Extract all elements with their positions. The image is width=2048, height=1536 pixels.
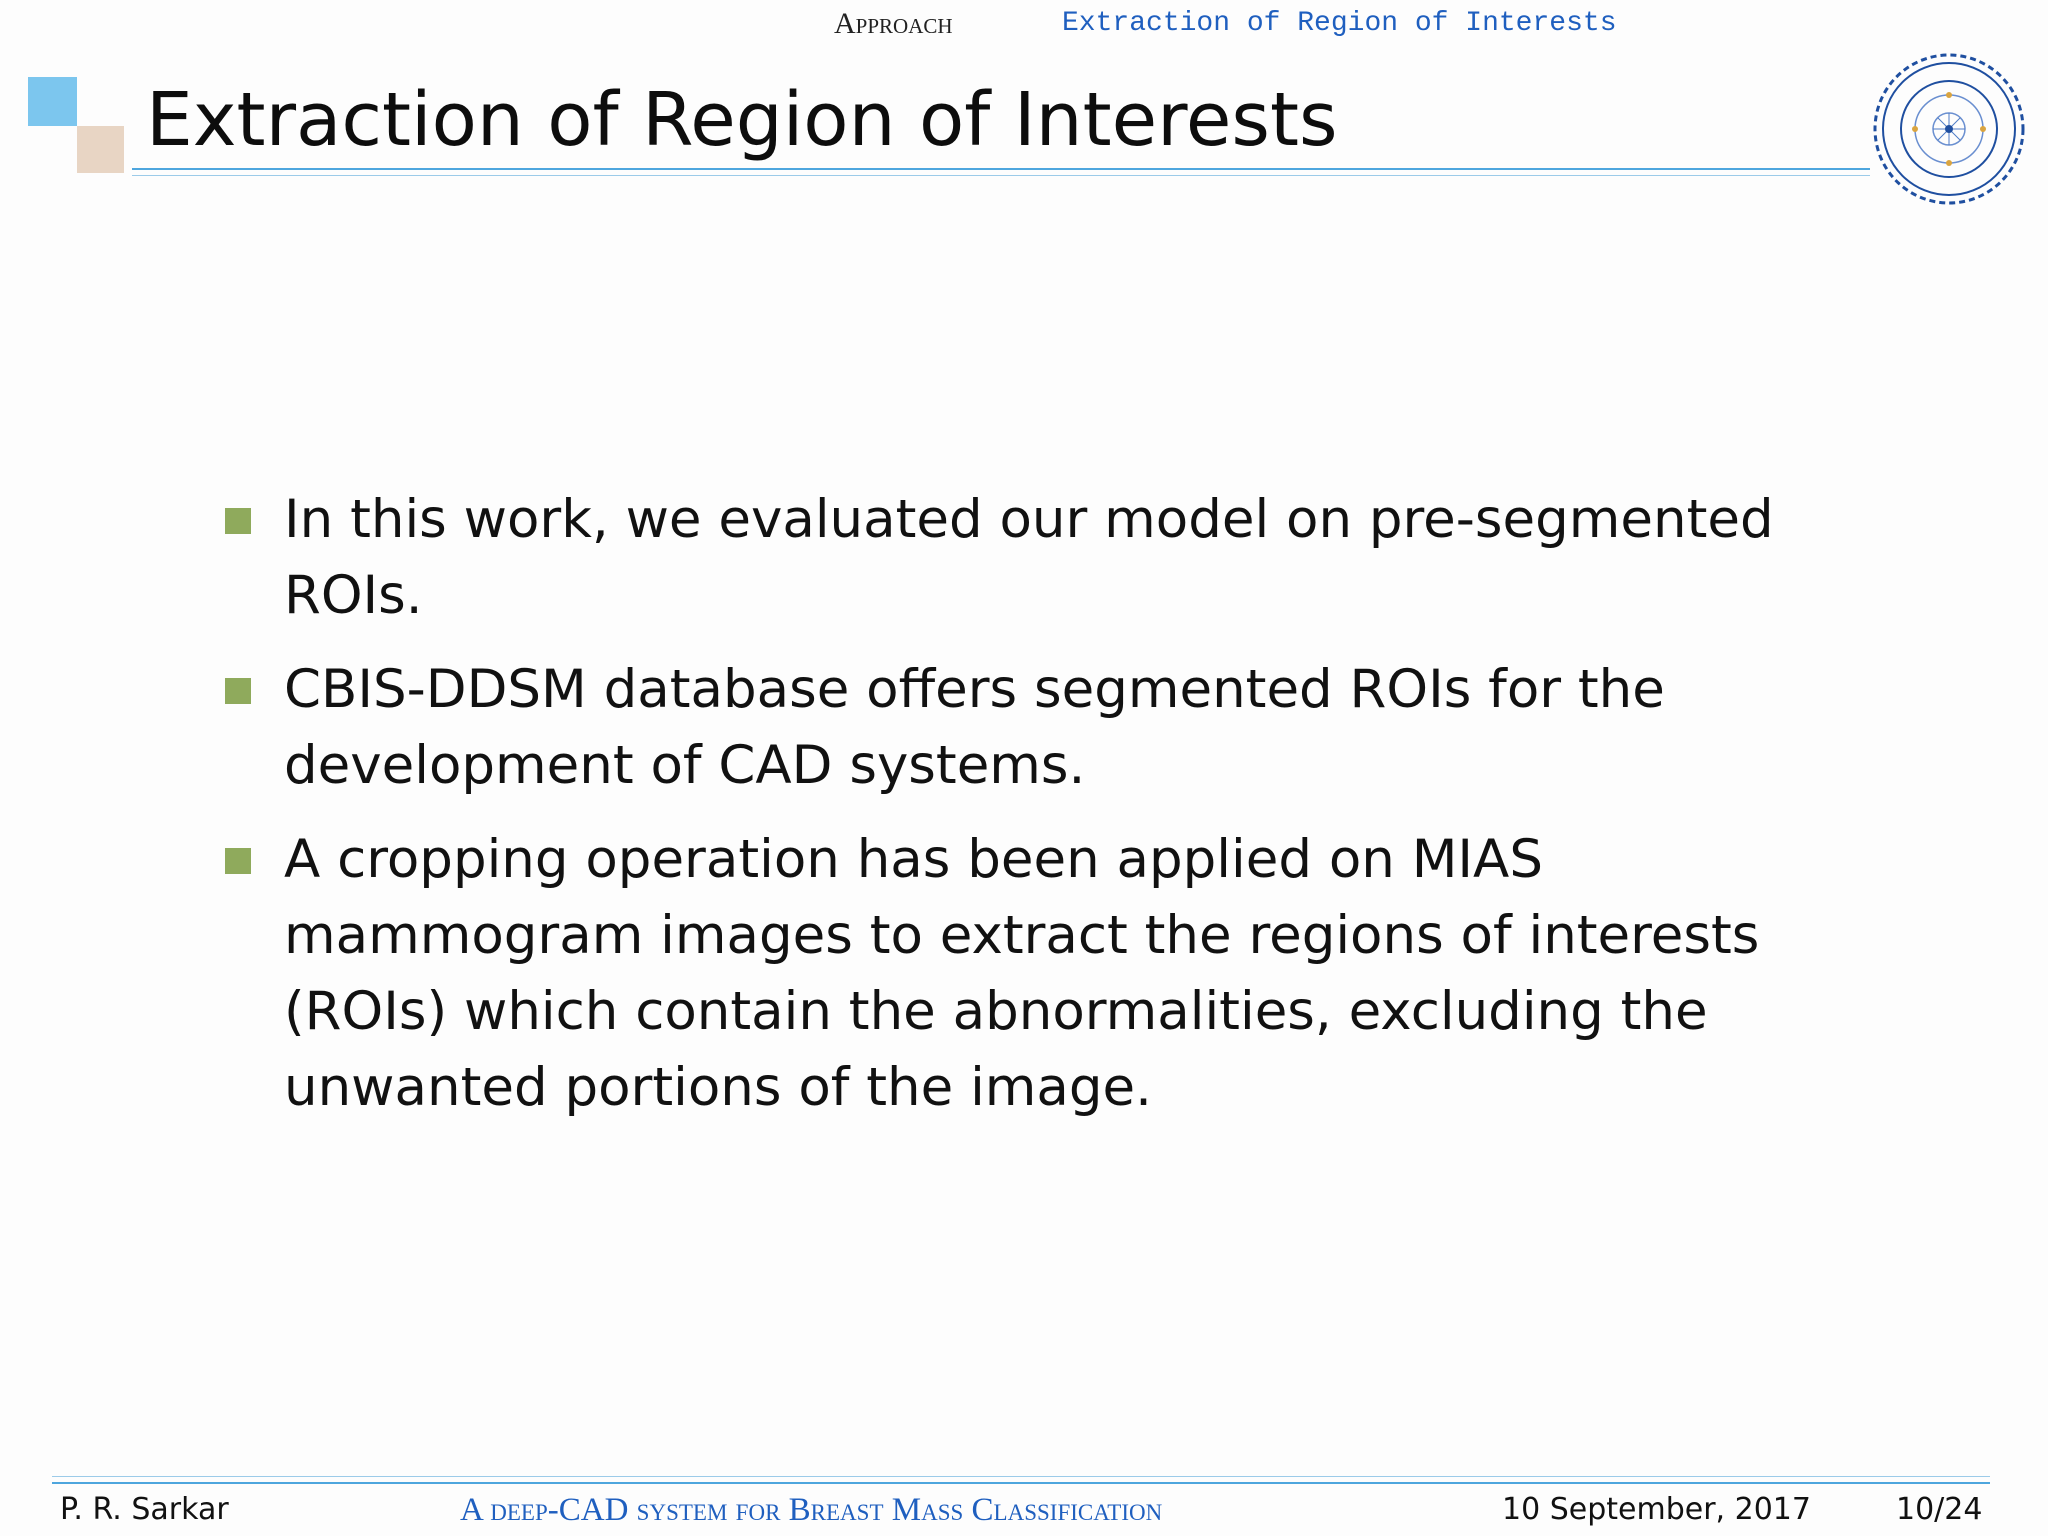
bullet-item	[220, 652, 1900, 804]
bullet-text: In this work, we evaluated our model on pre-segmented ROIs.	[284, 489, 1774, 626]
institute-seal-icon	[1870, 50, 2028, 208]
bullet-item	[220, 482, 1900, 634]
bullet-list	[220, 482, 1900, 1144]
frame-title: Extraction of Region of Interests	[146, 77, 1338, 163]
bullet-square-icon	[225, 508, 251, 534]
nav-section-link[interactable]: Approach	[834, 7, 953, 40]
title-rule-thin	[132, 175, 1870, 176]
navigation-bar	[0, 4, 2048, 44]
footer-author: P. R. Sarkar	[60, 1492, 229, 1527]
decor-square-tan	[77, 126, 124, 173]
bullet-text: CBIS-DDSM database offers segmented ROIs for the development of CAD systems.	[284, 659, 1665, 796]
bullet-square-icon	[225, 848, 251, 874]
nav-subsection-link[interactable]: Extraction of Region of Interests	[1062, 8, 1617, 39]
footer-presentation-title[interactable]: A deep-CAD system for Breast Mass Classification	[460, 1492, 1163, 1528]
footer-rule-thin	[52, 1476, 1990, 1477]
bullet-square-icon	[225, 678, 251, 704]
footer-date: 10 September, 2017	[1502, 1492, 1811, 1527]
bullet-text: A cropping operation has been applied on MIAS mammogram images to extract the regions of interests (ROIs) which contain the abnormalities, excluding the unwanted portions of the image.	[284, 829, 1760, 1118]
footer-rule	[52, 1482, 1990, 1484]
footer	[0, 1490, 2048, 1530]
title-rule	[132, 168, 1870, 170]
bullet-item	[220, 822, 1900, 1126]
footer-page-number: 10/24	[1896, 1492, 1983, 1527]
decor-square-blue	[28, 77, 77, 126]
